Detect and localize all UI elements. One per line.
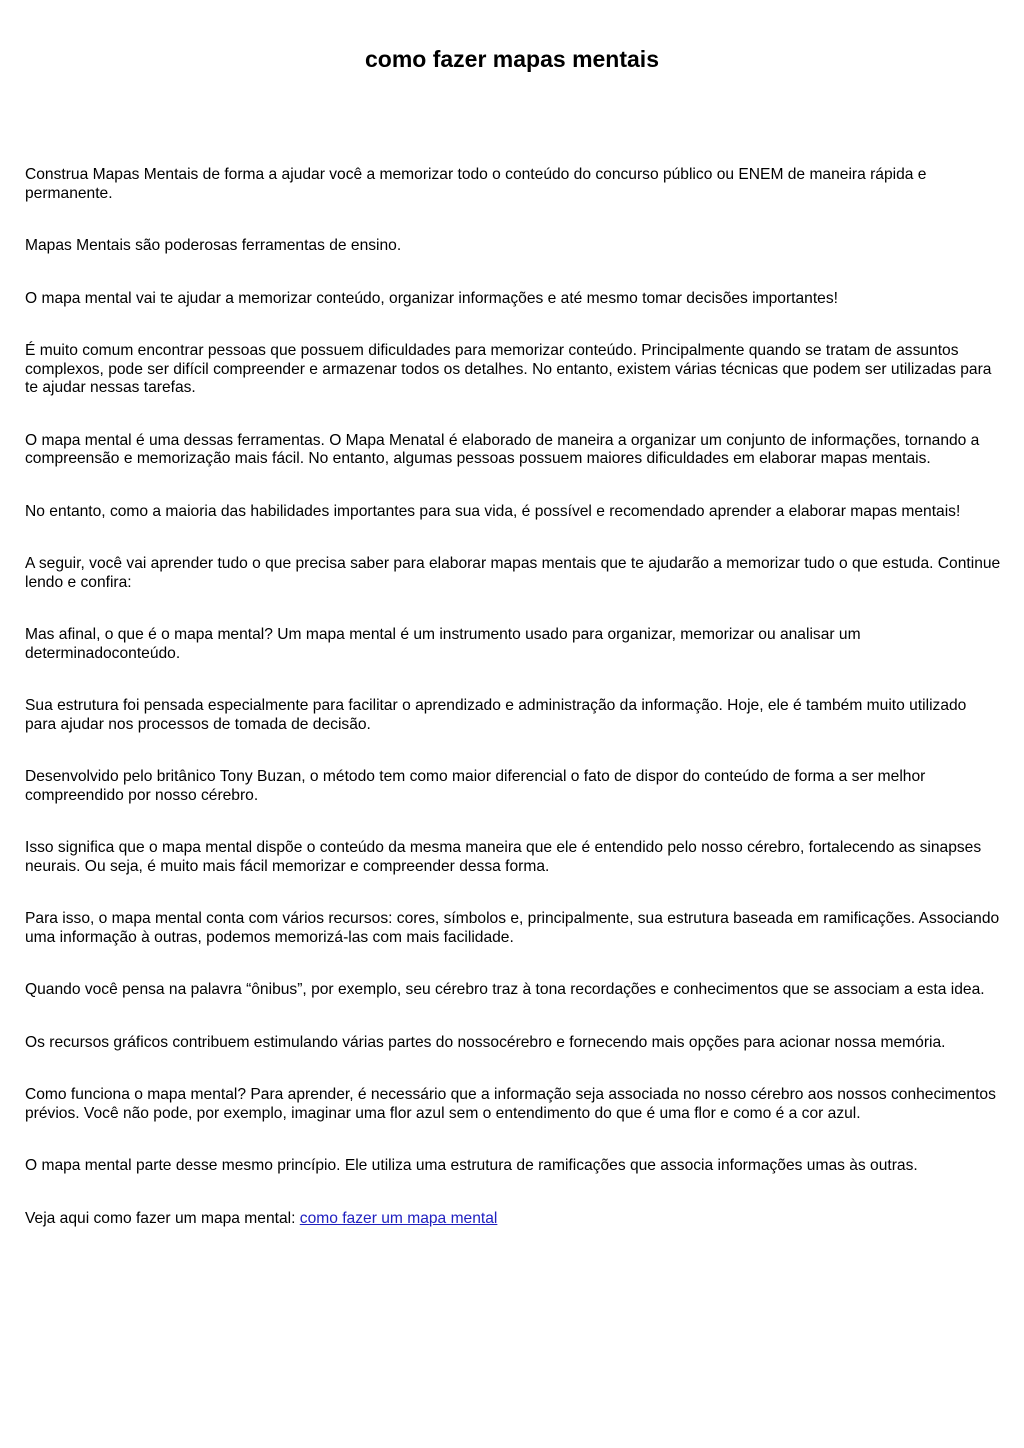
section-text: Para aprender, é necessário que a informação seja associada no nosso cérebro aos nossos conhecimentos prévios. Você não pode, por exemplo, imaginar uma flor azul sem o entendimento do que é uma flor e como é a cor azul. [25,1086,996,1122]
page-title: como fazer mapas mentais [364,46,659,72]
section-heading: Como funciona o mapa mental? [25,1086,247,1103]
section-heading: Mas afinal, o que é o mapa mental? [25,626,273,643]
paragraph: É muito comum encontrar pessoas que possuem dificuldades para memorizar conteúdo. Principalmente quando se tratam de assuntos complexos, pode ser difícil compreender e armazenar todos os detalhes. No entanto, existem várias técnicas que podem ser utilizadas para te ajudar nessas tarefas. [25,342,992,396]
paragraph: Para isso, o mapa mental conta com vários recursos: cores, símbolos e, principalmente, sua estrutura baseada em ramificações. Associando uma informação à outras, podemos memorizá-las com mais facilidade. [25,910,1000,946]
paragraph: No entanto, como a maioria das habilidades importantes para sua vida, é possível e recomendado aprender a elaborar mapas mentais! [25,502,961,520]
paragraph: Desenvolvido pelo britânico Tony Buzan, o método tem como maior diferencial o fato de dispor do conteúdo de forma a ser melhor compreendido por nosso cérebro. [25,768,926,804]
paragraph: Isso significa que o mapa mental dispõe o conteúdo da mesma maneira que ele é entendido pelo nosso cérebro, fortalecendo as sinapses neurais. Ou seja, é muito mais fácil memorizar e compreender dessa forma. [25,839,982,875]
paragraph: O mapa mental parte desse mesmo princípio. Ele utiliza uma estrutura de ramificações que associa informações umas às outras. [25,1157,918,1174]
paragraph: Construa Mapas Mentais de forma a ajudar você a memorizar todo o conteúdo do concurso público ou ENEM de maneira rápida e permanente. [25,166,927,202]
paragraph: O mapa mental é uma dessas ferramentas. O Mapa Menatal é elaborado de maneira a organizar um conjunto de informações, tornando a compreensão e memorização mais fácil. No entanto, algumas pessoas possuem maiores dificuldades em elaborar mapas mentais. [25,431,980,467]
mind-map-link[interactable]: como fazer um mapa mental [299,1209,498,1227]
section-how-it-works [25,1086,1001,1123]
paragraph: O mapa mental vai te ajudar a memorizar conteúdo, organizar informações e até mesmo tomar decisões importantes! [25,289,838,307]
closing-prefix: Veja aqui como fazer um mapa mental: [25,1209,300,1227]
paragraph: Sua estrutura foi pensada especialmente para facilitar o aprendizado e administração da informação. Hoje, ele é também muito utilizado para ajudar nos processos de tomada de decisão. [25,697,967,733]
paragraph: Os recursos gráficos contribuem estimulando várias partes do nossocérebro e fornecendo mais opções para acionar nossa memória. [25,1033,946,1051]
closing-line [25,1210,1001,1229]
section-text: Um mapa mental é um instrumento usado para organizar, memorizar ou analisar um determinadoconteúdo. [25,626,861,662]
section-what-is [25,626,1001,663]
paragraph: A seguir, você vai aprender tudo o que precisa saber para elaborar mapas mentais que te ajudarão a memorizar tudo o que estuda. Continue lendo e confira: [25,555,1001,591]
paragraph: Quando você pensa na palavra “ônibus”, por exemplo, seu cérebro traz à tona recordações e conhecimentos que se associam a esta idea. [25,981,985,998]
document-body [25,166,1001,1228]
paragraph: Mapas Mentais são poderosas ferramentas de ensino. [25,237,402,254]
